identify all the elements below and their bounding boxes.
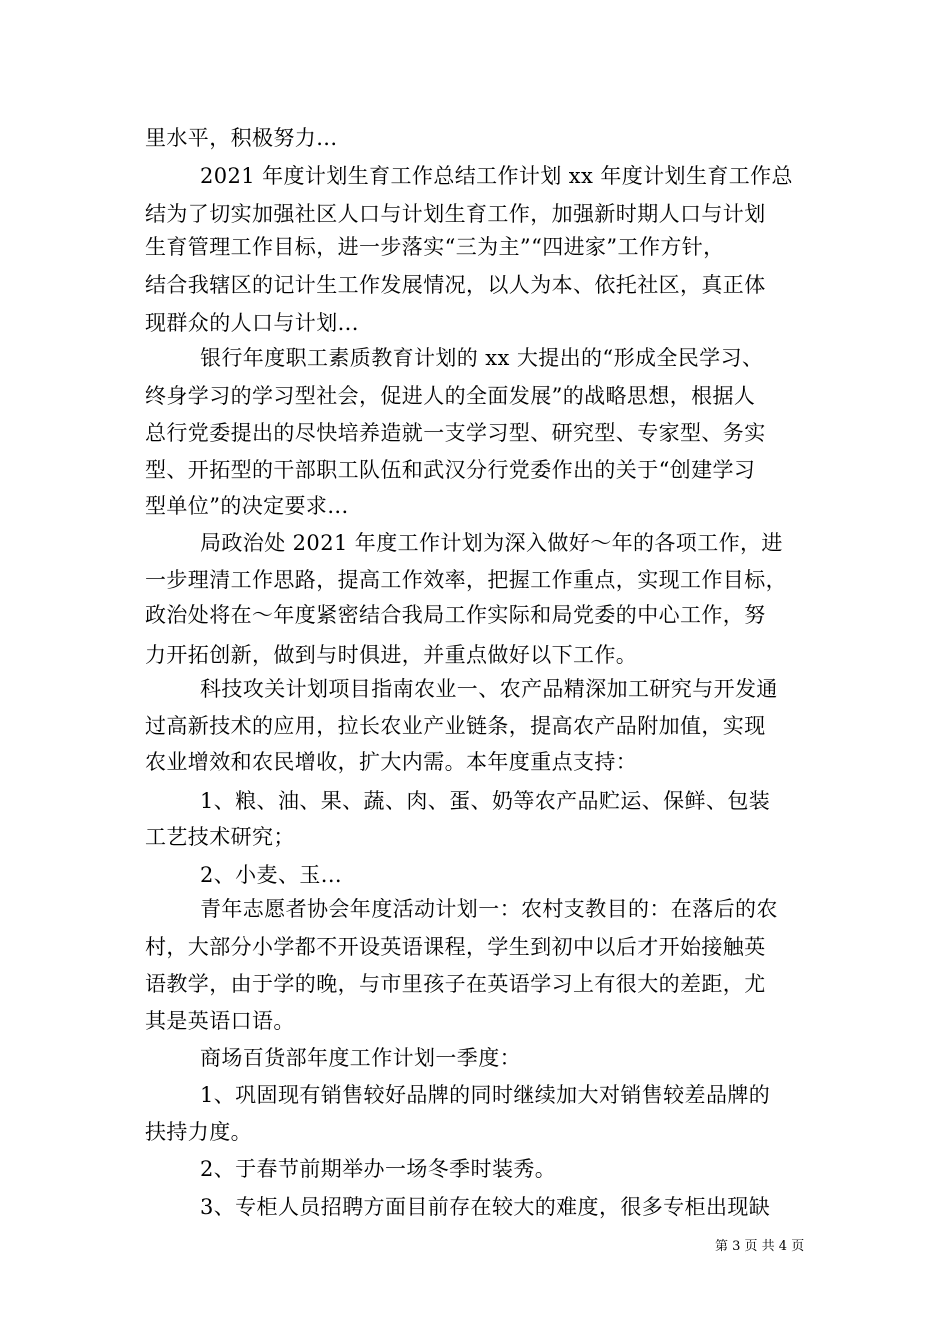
text-line: 现群众的人口与计划... — [145, 311, 359, 335]
text-line: 总行党委提出的尽快培养造就一支学习型、研究型、专家型、务实 — [145, 421, 766, 445]
text-line: 商场百货部年度工作计划一季度： — [200, 1046, 521, 1070]
text-line: 1、巩固现有销售较好品牌的同时继续加大对销售较差品牌的 — [200, 1083, 771, 1107]
text-line: 2021 年度计划生育工作总结工作计划 xx 年度计划生育工作总 — [200, 164, 793, 188]
text-line: 农业增效和农民增收，扩大内需。本年度重点支持： — [145, 750, 638, 774]
text-line: 2、小麦、玉... — [200, 863, 342, 887]
text-line: 青年志愿者协会年度活动计划一：农村支教目的：在落后的农 — [200, 897, 778, 921]
text-line: 结为了切实加强社区人口与计划生育工作，加强新时期人口与计划 — [145, 202, 766, 226]
text-line: 2、于春节前期举办一场冬季时装秀。 — [200, 1157, 557, 1181]
text-line: 终身学习的学习型社会，促进人的全面发展”的战略思想，根据人 — [145, 384, 756, 408]
text-line: 里水平，积极努力... — [145, 126, 338, 150]
text-line: 力开拓创新，做到与时俱进，并重点做好以下工作。 — [145, 643, 638, 667]
text-line: 政治处将在～年度紧密结合我局工作实际和局党委的中心工作，努 — [145, 603, 766, 627]
text-line: 工艺技术研究； — [145, 825, 295, 849]
text-line: 型单位”的决定要求... — [145, 494, 349, 518]
text-line: 科技攻关计划项目指南农业一、农产品精深加工研究与开发通 — [200, 677, 778, 701]
text-line: 语教学，由于学的晚，与市里孩子在英语学习上有很大的差距，尤 — [145, 972, 766, 996]
text-line: 其是英语口语。 — [145, 1009, 295, 1033]
text-line: 银行年度职工素质教育计划的 xx 大提出的“形成全民学习、 — [200, 346, 764, 370]
page-number: 第 3 页 共 4 页 — [715, 1239, 805, 1254]
text-line: 3、专柜人员招聘方面目前存在较大的难度，很多专柜出现缺 — [200, 1195, 771, 1219]
text-line: 型、开拓型的干部职工队伍和武汉分行党委作出的关于“创建学习 — [145, 458, 756, 482]
text-line: 生育管理工作目标，进一步落实“三为主”“四进家”工作方针， — [145, 235, 725, 259]
text-line: 1、粮、油、果、蔬、肉、蛋、奶等农产品贮运、保鲜、包装 — [200, 789, 771, 813]
text-line: 过高新技术的应用，拉长农业产业链条，提高农产品附加值，实现 — [145, 714, 766, 738]
text-line: 局政治处 2021 年度工作计划为深入做好～年的各项工作，进 — [200, 531, 783, 555]
text-line: 扶持力度。 — [145, 1120, 252, 1144]
text-line: 村，大部分小学都不开设英语课程，学生到初中以后才开始接触英 — [145, 935, 766, 959]
text-line: 一步理清工作思路，提高工作效率，把握工作重点，实现工作目标， — [145, 568, 787, 592]
text-line: 结合我辖区的记计生工作发展情况，以人为本、依托社区，真正体 — [145, 273, 766, 297]
